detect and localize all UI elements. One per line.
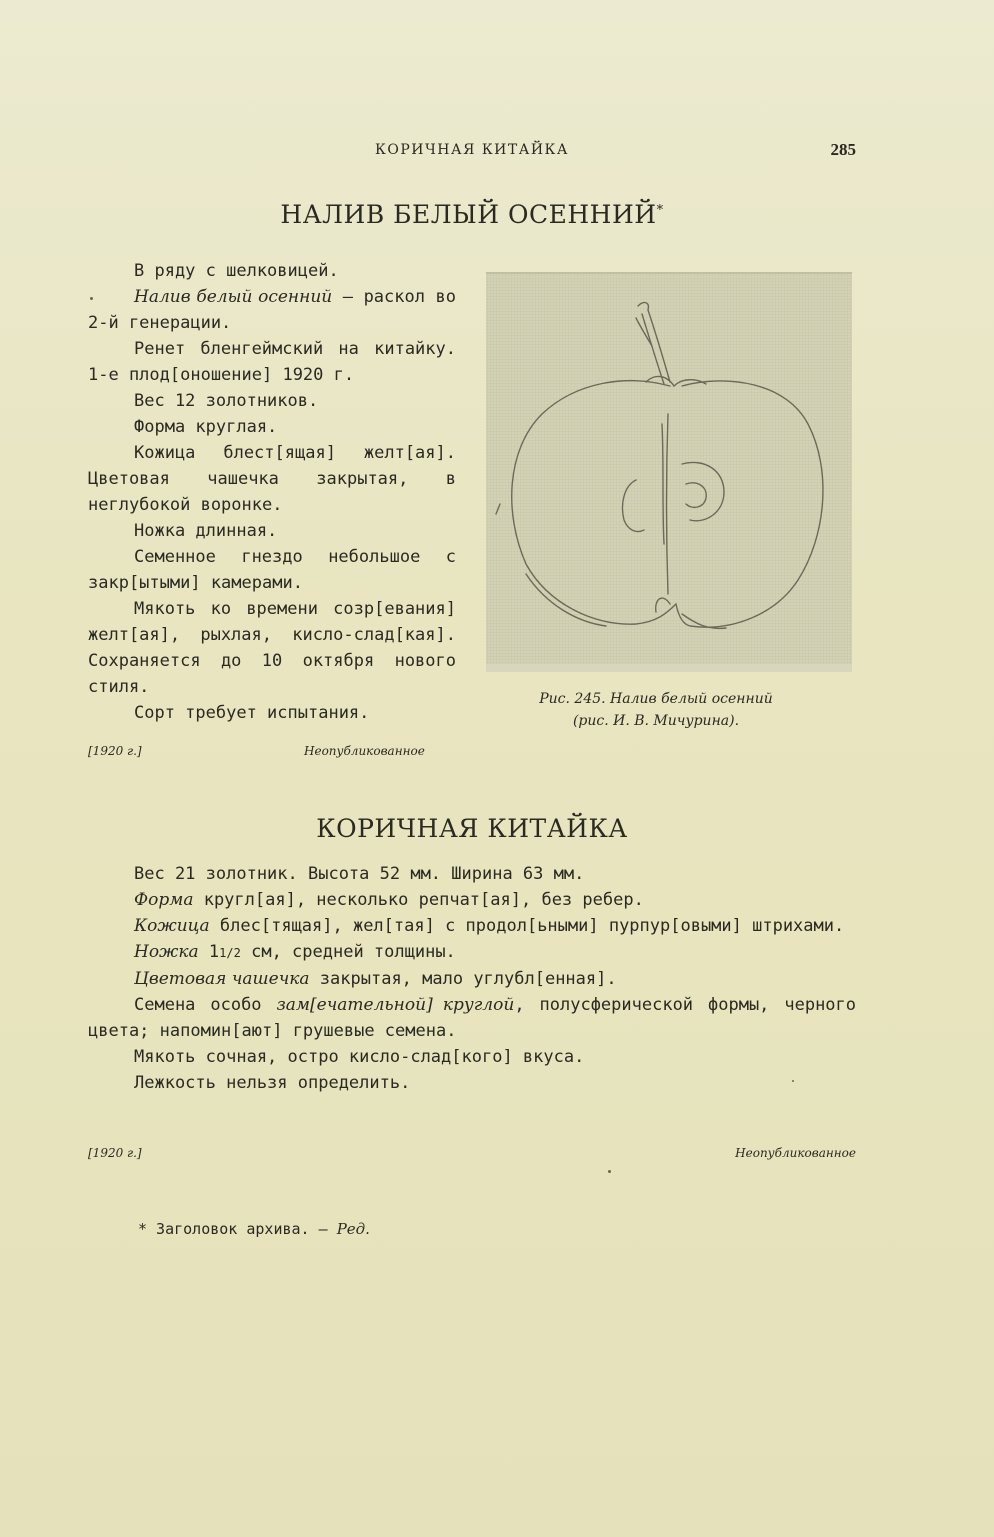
running-head — [88, 140, 856, 164]
term: Форма — [134, 890, 194, 910]
figure-caption-line1: Рис. 245. Налив белый осенний — [539, 691, 773, 707]
paragraph: Ренет бленгеймский на китайку. 1-е плод[оношение] 1920 г. — [88, 339, 456, 385]
paragraph: Цветовая чашечка закрытая, мало углубл[енная]. — [134, 969, 617, 989]
footnote-editor: Ред. — [336, 1220, 370, 1238]
term: Цветовая чашечка — [134, 969, 310, 989]
paragraph: Ножка 11/2 см, средней толщины. — [134, 942, 456, 962]
variety-name: Налив белый осенний — [134, 287, 333, 307]
term: зам[ечательной] круглой — [276, 995, 515, 1015]
paragraph: Семена особо зам[ечательной] круглой, полусферической формы, черного цвета; напомин[ают] грушевые семена. — [88, 995, 857, 1041]
paragraph: Мякоть ко времени созр[евания] желт[ая], рыхлая, кисло-слад[кая]. Сохраняется до 10 октября нового стиля. — [88, 599, 456, 697]
paragraph: Лежкость нельзя определить. — [134, 1073, 411, 1093]
paragraph: Сорт требует испытания. — [134, 703, 370, 723]
paragraph: Вес 21 золотник. Высота 52 мм. Ширина 63 мм. — [134, 864, 585, 884]
term: Ножка — [134, 942, 199, 962]
paragraph: Форма круглая. — [134, 417, 278, 437]
print-speck — [90, 297, 93, 300]
section2-status: Неопубликованное — [735, 1146, 856, 1160]
naliv-description — [88, 258, 456, 726]
section1-date: [1920 г.] — [88, 744, 142, 758]
running-head-title: КОРИЧНАЯ КИТАЙКА — [375, 142, 569, 158]
paragraph: Кожица блест[ящая] желт[ая]. Цветовая чашечка закрытая, в неглубокой воронке. — [88, 443, 456, 515]
footnote-mark: * — [138, 1220, 148, 1238]
footnote — [138, 1220, 370, 1238]
figure-caption — [486, 688, 826, 732]
section-title-naliv: НАЛИВ БЕЛЫЙ ОСЕННИЙ* — [280, 200, 664, 229]
paragraph: Кожица блес[тящая], жел[тая] с продол[ьными] пурпур[овыми] штрихами. — [134, 916, 845, 936]
paragraph: Вес 12 золотников. — [134, 391, 319, 411]
paragraph: Семенное гнездо небольшое с закр[ытыми] камерами. — [88, 547, 456, 593]
korichnaya-description — [88, 861, 856, 1096]
figure-caption-line2: (рис. И. В. Мичурина). — [572, 713, 740, 729]
section-title-korichnaya: КОРИЧНАЯ КИТАЙКА — [316, 814, 628, 843]
print-speck — [608, 1170, 611, 1173]
footnote-text: Заголовок архива. — — [147, 1220, 337, 1238]
title-footnote-mark: * — [656, 203, 664, 218]
paragraph: Ножка длинная. — [134, 521, 278, 541]
apple-cross-section-figure — [486, 272, 852, 672]
fraction: 1/2 — [219, 946, 241, 960]
paragraph: Форма кругл[ая], несколько репчат[ая], без ребер. — [134, 890, 644, 910]
page-number: 285 — [830, 140, 856, 159]
section2-date: [1920 г.] — [88, 1146, 142, 1160]
paragraph: Налив белый осенний — раскол во 2-й генерации. — [88, 287, 456, 333]
paragraph: Мякоть сочная, остро кисло-слад[кого] вкуса. — [134, 1047, 585, 1067]
term: Кожица — [134, 916, 210, 936]
apple-drawing — [486, 274, 852, 672]
paragraph: В ряду с шелковицей. — [134, 261, 339, 281]
section1-status: Неопубликованное — [304, 744, 425, 758]
print-speck — [792, 1080, 794, 1082]
